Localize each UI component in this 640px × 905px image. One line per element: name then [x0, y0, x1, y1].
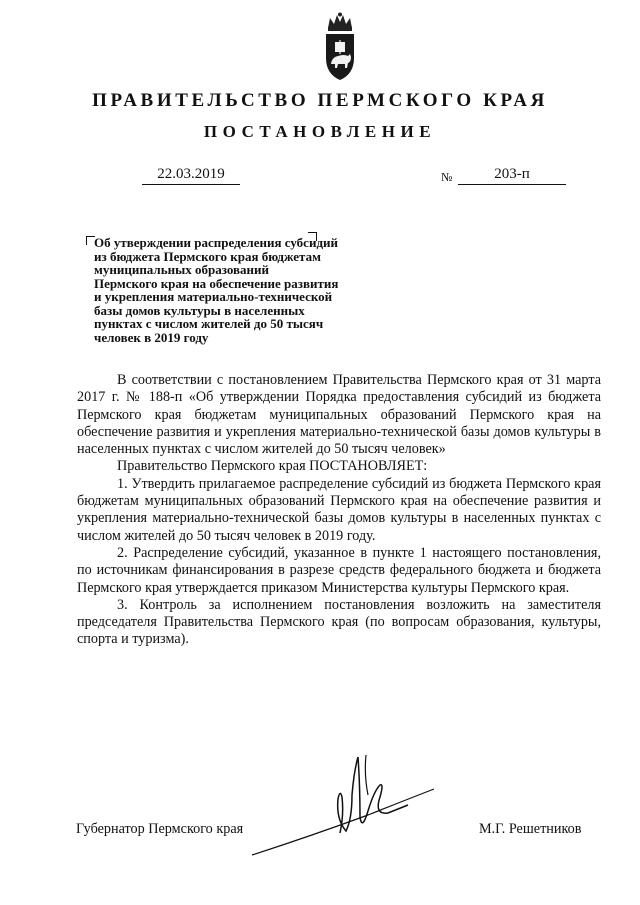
subject-line: муниципальных образований — [94, 262, 270, 277]
document-type-title: ПОСТАНОВЛЕНИЕ — [203, 122, 437, 141]
signer-name: М.Г. Решетников — [479, 821, 582, 837]
document-number: 203-п — [458, 166, 566, 185]
number-sign: № — [441, 170, 453, 184]
signer-position: Губернатор Пермского края — [76, 821, 244, 837]
subject-line: Об утверждении распределения субсидий — [94, 235, 338, 250]
handwritten-signature — [248, 745, 438, 860]
subject-line: пунктах с числом жителей до 50 тысяч — [94, 316, 324, 331]
coat-of-arms-icon — [318, 12, 362, 82]
resolution-paragraph: Правительство Пермского края ПОСТАНОВЛЯЕТ: — [117, 458, 428, 475]
subject-line: человек в 2019 году — [94, 329, 209, 345]
document-body — [77, 372, 601, 649]
clause-paragraph: 1. Утвердить прилагаемое распределение субсидий из бюджета Пермского края бюджетам муниципальных образований Пермского края на обеспечение развития и укрепления материально-технической базы домов культуры в населенных пунктах с числом жителей до 50 тысяч человек в 2019 году. — [77, 475, 601, 544]
subject-line: Пермского края на обеспечение развития — [94, 275, 339, 291]
subject-line: базы домов культуры в населенных — [94, 302, 305, 318]
document-date: 22.03.2019 — [142, 166, 240, 185]
clause-paragraph: 2. Распределение субсидий, указанное в пункте 1 настоящего постановления, по источникам финансирования в разрезе средств федерального бюджета и бюджета Пермского края утверждается приказом Министерства культуры Пермского края. — [77, 544, 601, 596]
subject-line: из бюджета Пермского края бюджетам — [94, 248, 321, 264]
document-subject — [94, 236, 394, 344]
government-title: ПРАВИТЕЛЬСТВО ПЕРМСКОГО КРАЯ — [92, 90, 548, 111]
preamble-paragraph: В соответствии с постановлением Правительства Пермского края от 31 марта 2017 г. № 188-п «Об утверждении Порядка предоставления субсидий из бюджета Пермского края бюджетам муниципальных образований Пермского края на обеспечение развития и укрепления материально-технической базы домов культуры в населенных пунктах с числом жителей до 50 тысяч человек» — [77, 372, 601, 458]
clause-paragraph: 3. Контроль за исполнением постановления возложить на заместителя председателя Правительства Пермского края (по вопросам образования, культуры, спорта и туризма). — [77, 596, 601, 648]
subject-line: и укрепления материально-технической — [94, 289, 333, 304]
